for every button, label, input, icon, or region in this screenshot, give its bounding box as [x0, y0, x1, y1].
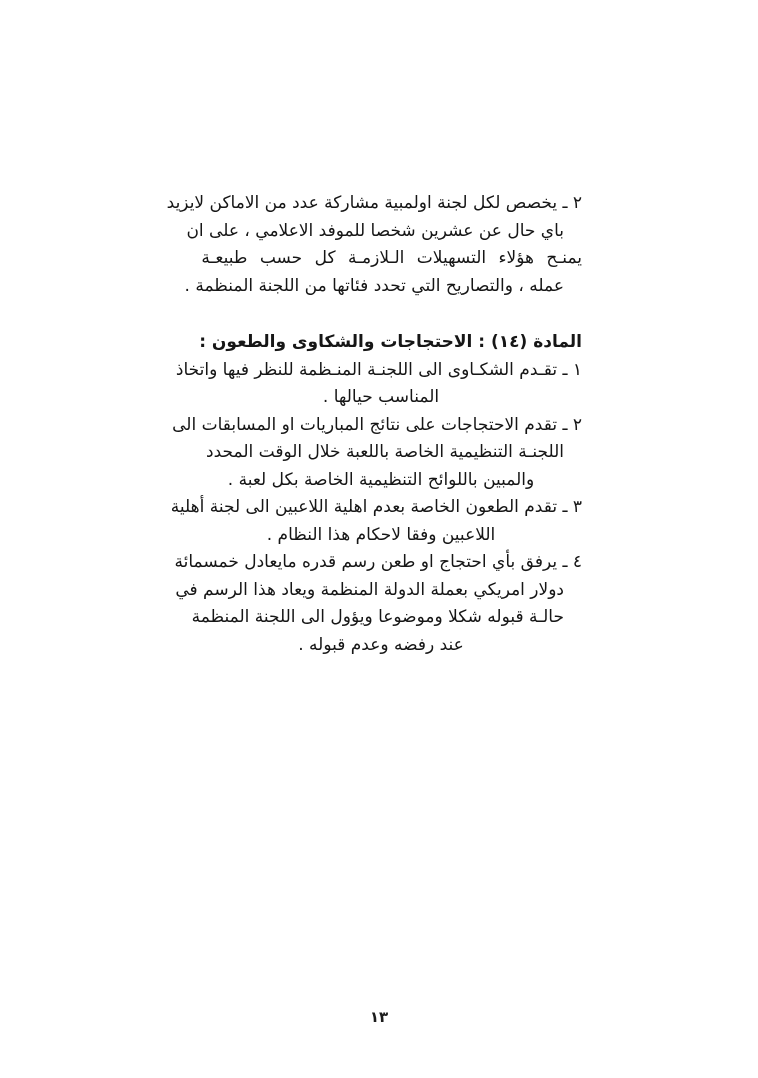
article-14-heading: [180, 329, 582, 357]
text-line: المناسب حيالها .: [322, 387, 440, 407]
text-line: ٢ ـ يخصص لكل لجنة اولمبية مشاركة عدد من الاماكن لايزيد: [166, 193, 582, 213]
text-line: ٤ ـ يرفق بأي احتجاج او طعن رسم قدره مايعادل خمسمائة: [174, 552, 582, 572]
article-14-item-3: [170, 494, 582, 549]
text-line: عمله ، والتصاريح التي تحدد فئاتها من اللجنة المنظمة .: [184, 275, 564, 296]
text-block: [166, 190, 582, 659]
text-line: حالـة قبوله شكلا وموضوعا ويؤول الى اللجنة المنظمة: [191, 607, 564, 627]
text-line: عند رفضه وعدم قبوله .: [298, 634, 464, 655]
text-line: دولار امريكي بعملة الدولة المنظمة ويعاد هذا الرسم في: [175, 579, 564, 600]
page-number: ١٣: [369, 1008, 389, 1026]
text-line: المادة (١٤) : الاحتجاجات والشكاوى والطعون :: [199, 332, 582, 352]
article-14-item-1: [175, 357, 582, 412]
article-14-item-4: [174, 549, 582, 659]
text-line: اللاعبين وفقا لاحكام هذا النظام .: [266, 524, 496, 545]
text-line: اللجنـة التنظيمية الخاصة باللعبة خلال الوقت المحدد: [206, 442, 564, 462]
text-line: ٣ ـ تقدم الطعون الخاصة بعدم اهلية اللاعبين الى لجنة أهلية: [170, 497, 582, 517]
article-14-item-2: [172, 412, 582, 495]
text-line: ١ ـ تقـدم الشكـاوى الى اللجنـة المنـظمة للنظر فيها واتخاذ: [175, 359, 582, 380]
text-line: والمبين باللوائح التنظيمية الخاصة بكل لعبة .: [227, 469, 535, 490]
text-line: باي حال عن عشرين شخصا للموفد الاعلامي ، على ان: [186, 220, 564, 241]
text-line: يمنـح هؤلاء التسهيلات الـلازمـة كل حسب طبيعـة: [201, 248, 582, 268]
clause-2-continuation: [166, 190, 582, 300]
text-line: ٢ ـ تقدم الاحتجاجات على نتائج المباريات او المسابقات الى: [172, 414, 582, 435]
